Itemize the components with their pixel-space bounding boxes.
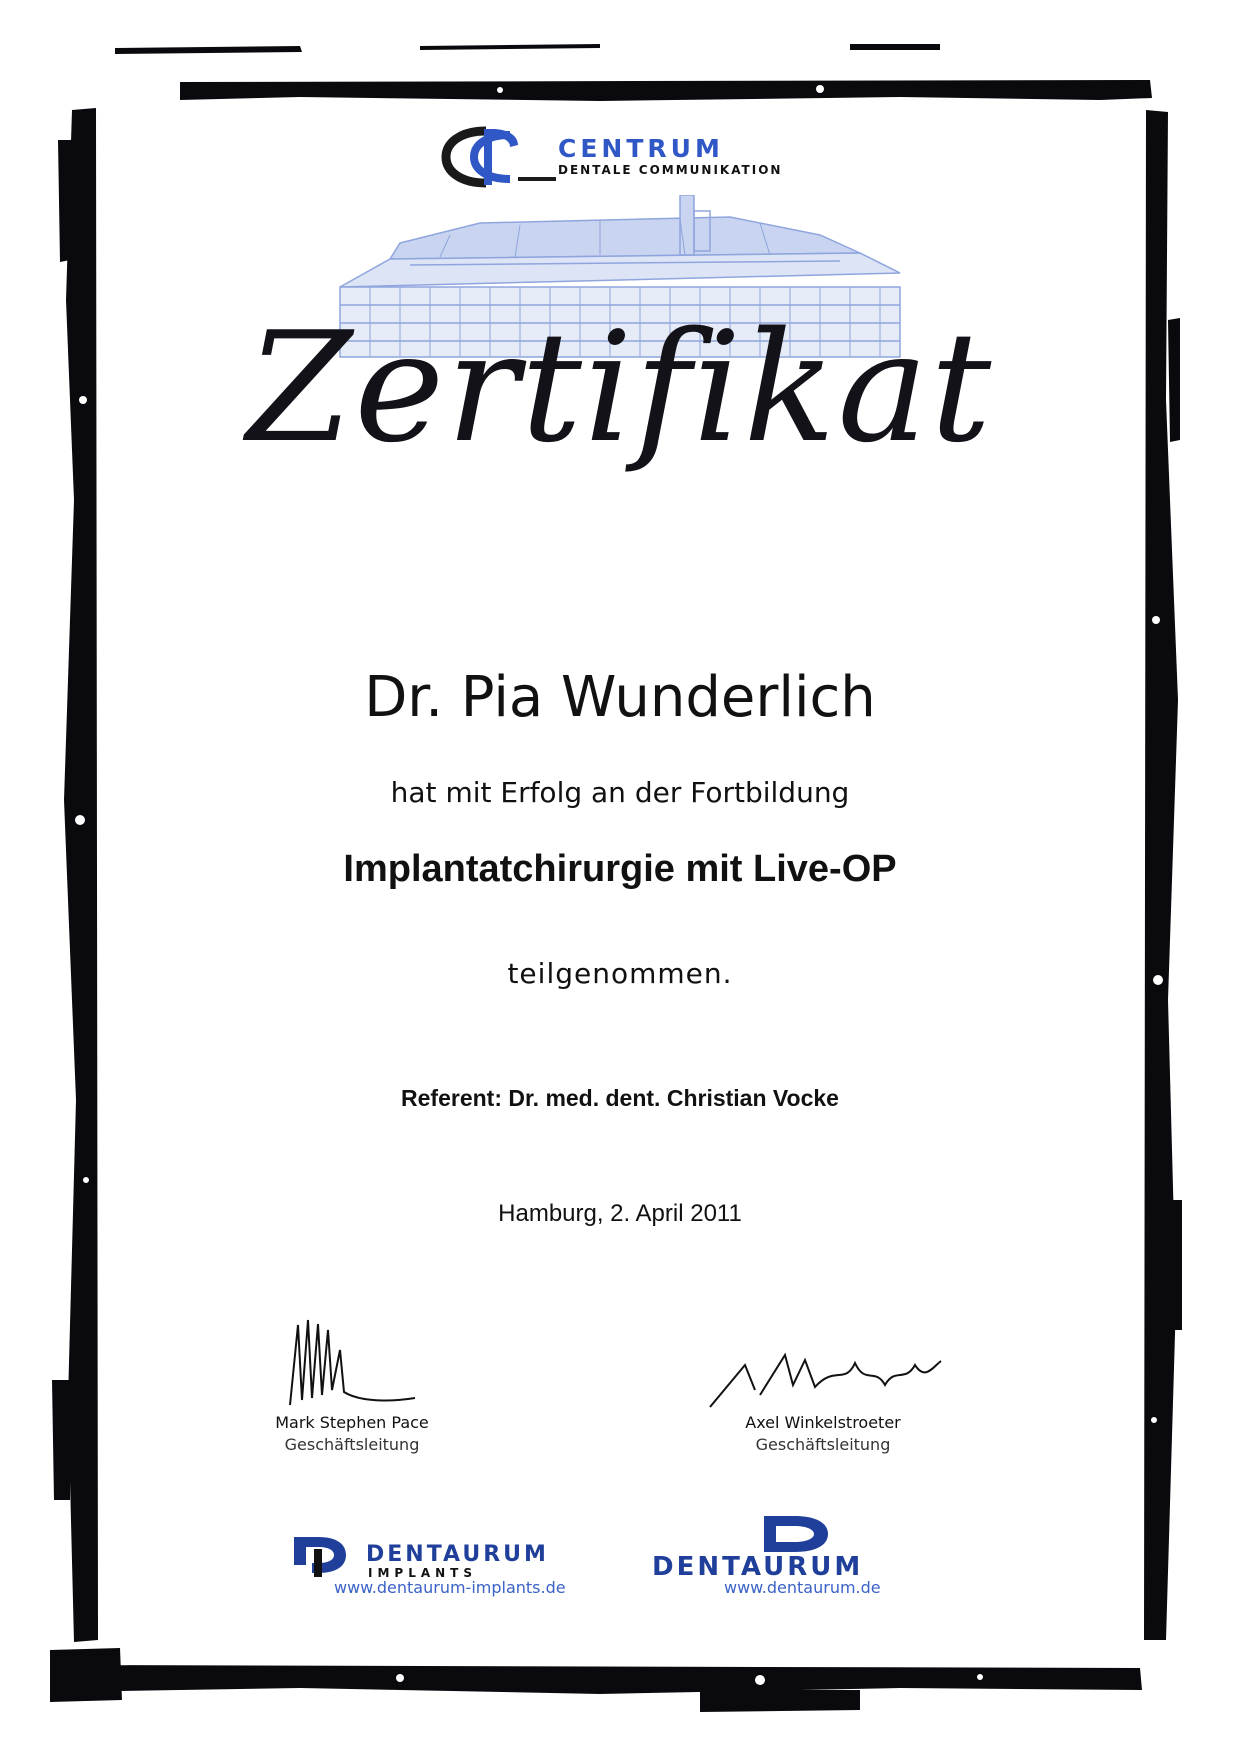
signature-right-role: Geschäftsleitung (755, 1435, 891, 1454)
footer-left-brand: DENTAURUM (366, 1542, 549, 1567)
signature-left-name: Mark Stephen Pace (275, 1413, 429, 1432)
signature-left-role: Geschäftsleitung (284, 1435, 420, 1454)
cdc-logo-icon (440, 125, 556, 189)
place-date: Hamburg, 2. April 2011 (498, 1200, 742, 1227)
signature-right-name: Axel Winkelstroeter (745, 1413, 901, 1432)
dentaurum-implants-logo-icon (290, 1535, 348, 1577)
dentaurum-logo-icon (760, 1514, 832, 1554)
recipient-name: Dr. Pia Wunderlich (364, 665, 876, 730)
certificate-title: Zertifikat (246, 299, 994, 476)
brand-subtitle: DENTALE COMMUNIKATION (558, 163, 783, 177)
participation-phrase: hat mit Erfolg an der Fortbildung (390, 776, 850, 809)
signature-right-image (705, 1345, 945, 1415)
course-title: Implantatchirurgie mit Live-OP (343, 848, 897, 890)
footer-left-sub: IMPLANTS (368, 1566, 478, 1580)
footer-right-brand: DENTAURUM (652, 1552, 864, 1582)
participation-phrase-end: teilgenommen. (507, 957, 733, 990)
speaker: Referent: Dr. med. dent. Christian Vocke (401, 1085, 839, 1111)
footer-left-url: www.dentaurum-implants.de (334, 1578, 566, 1597)
signature-left-image (280, 1310, 420, 1410)
footer-right-url: www.dentaurum.de (724, 1578, 881, 1597)
brand-name: CENTRUM (558, 134, 724, 163)
